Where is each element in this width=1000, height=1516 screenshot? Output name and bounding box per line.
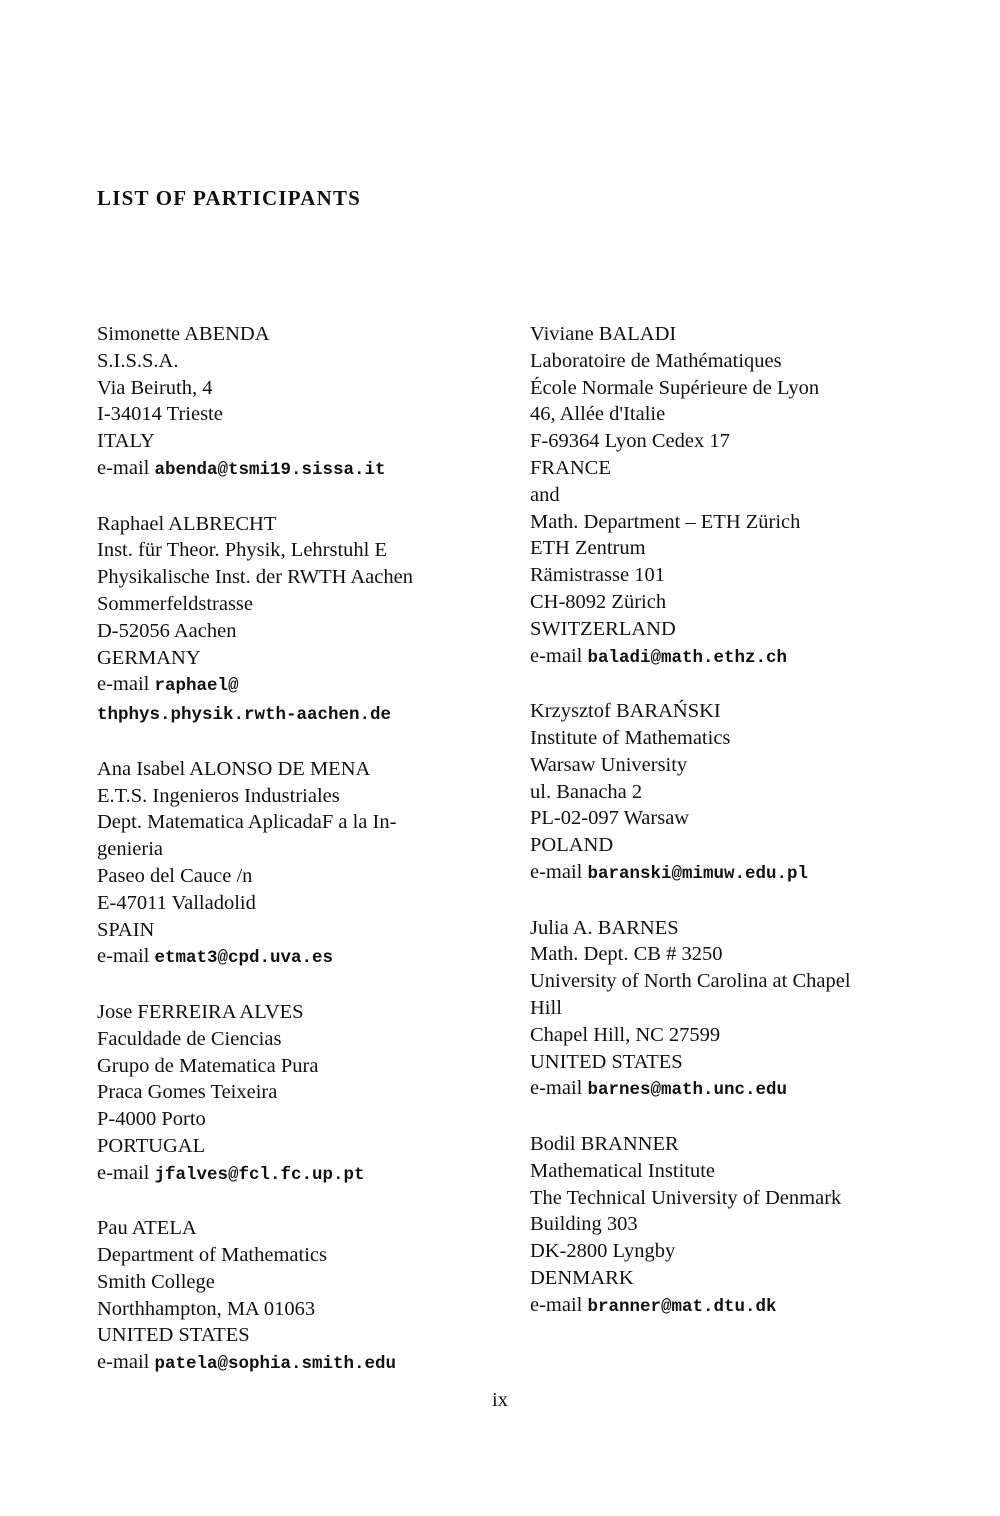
address-line: Sommerfeldstrasse (97, 592, 253, 615)
email-address: patela@sophia.smith.edu (154, 1354, 397, 1375)
address-line: ITALY (97, 430, 155, 453)
address-line: POLAND (530, 834, 614, 857)
participant-entry (530, 1131, 920, 1321)
participant-name: Julia A. BARNES (530, 916, 679, 939)
address-line: Inst. für Theor. Physik, Lehrstuhl E (97, 539, 388, 562)
address-line: genieria (97, 838, 164, 861)
address-line: UNITED STATES (530, 1050, 683, 1073)
email-line (97, 671, 497, 700)
address-line: Institute of Mathematics (530, 726, 731, 749)
email-label: e-mail (97, 1161, 150, 1184)
email-label: e-mail (97, 945, 150, 968)
participant-entry (97, 756, 497, 972)
address-line: Northhampton, MA 01063 (97, 1297, 316, 1320)
address-line: Dept. Matematica AplicadaF a la In- (97, 811, 397, 834)
participant-name: Jose FERREIRA ALVES (97, 1000, 304, 1023)
address-line: DK-2800 Lyngby (530, 1240, 676, 1263)
address-line: and (530, 483, 560, 506)
address-line: Math. Dept. CB # 3250 (530, 943, 723, 966)
address-line: CH-8092 Zürich (530, 590, 667, 613)
email-line (97, 455, 497, 484)
participant-entry (97, 1215, 497, 1378)
address-line: Faculdade de Ciencias (97, 1027, 282, 1050)
email-address: baladi@math.ethz.ch (587, 647, 788, 668)
participant-entry (530, 915, 920, 1105)
email-label: e-mail (530, 860, 583, 883)
email-address: barnes@math.unc.edu (587, 1080, 788, 1101)
address-line: E-47011 Valladolid (97, 891, 256, 914)
email-line (530, 1075, 920, 1104)
participant-name: Raphael ALBRECHT (97, 512, 277, 535)
address-line: E.T.S. Ingenieros Industriales (97, 784, 340, 807)
participant-entry (97, 999, 497, 1189)
address-line: DENMARK (530, 1266, 634, 1289)
address-line: Hill (530, 996, 562, 1019)
address-line: Department of Mathematics (97, 1244, 327, 1267)
address-line: SWITZERLAND (530, 617, 676, 640)
email-line (97, 1349, 497, 1378)
address-line: Mathematical Institute (530, 1159, 716, 1182)
address-line: Warsaw University (530, 753, 688, 776)
address-line: Praca Gomes Teixeira (97, 1081, 278, 1104)
email-label: e-mail (97, 456, 150, 479)
address-line: Paseo del Cauce /n (97, 864, 253, 887)
page-number: ix (492, 1389, 508, 1411)
email-address: abenda@tsmi19.sissa.it (154, 459, 386, 480)
participant-name: Simonette ABENDA (97, 323, 270, 345)
address-line: Laboratoire de Mathématiques (530, 349, 782, 372)
participant-name: Ana Isabel ALONSO DE MENA (97, 757, 371, 780)
participant-entry (97, 321, 497, 484)
email-label: e-mail (97, 1351, 150, 1374)
address-line: PORTUGAL (97, 1134, 206, 1157)
address-line: Smith College (97, 1270, 215, 1293)
email-line (530, 1292, 920, 1321)
email-line (530, 859, 920, 888)
email-line (97, 943, 497, 972)
email-label: e-mail (530, 1077, 583, 1100)
email-label: e-mail (530, 1293, 583, 1316)
address-line: École Normale Supérieure de Lyon (530, 376, 820, 399)
email-line (97, 1160, 497, 1189)
address-line: FRANCE (530, 456, 611, 479)
email-address: etmat3@cpd.uva.es (154, 948, 334, 969)
address-line: Grupo de Matematica Pura (97, 1054, 319, 1077)
address-line: F-69364 Lyon Cedex 17 (530, 430, 730, 453)
address-line: University of North Carolina at Chapel (530, 970, 851, 993)
participant-name: Viviane BALADI (530, 323, 677, 345)
participant-name: Bodil BRANNER (530, 1132, 679, 1155)
address-line: P-4000 Porto (97, 1108, 206, 1131)
address-line: ul. Banacha 2 (530, 780, 643, 803)
address-line: Physikalische Inst. der RWTH Aachen (97, 566, 413, 589)
address-line: 46, Allée d'Italie (530, 403, 666, 426)
page-title: LIST OF PARTICIPANTS (97, 186, 362, 210)
email-label: e-mail (97, 673, 150, 696)
address-line: D-52056 Aachen (97, 619, 237, 642)
email-address: jfalves@fcl.fc.up.pt (154, 1164, 365, 1185)
address-line: I-34014 Trieste (97, 403, 223, 426)
email-label: e-mail (530, 644, 583, 667)
participant-entry (530, 698, 920, 888)
address-line: Building 303 (530, 1213, 638, 1236)
address-line: SPAIN (97, 918, 155, 941)
participant-entry (97, 511, 497, 729)
participants-left-column (97, 321, 497, 1405)
address-line: Math. Department – ETH Zürich (530, 510, 801, 533)
address-line: UNITED STATES (97, 1324, 250, 1347)
participant-name: Krzysztof BARAŃSKI (530, 700, 721, 723)
email-continuation (97, 700, 497, 729)
address-line: Rämistrasse 101 (530, 564, 665, 587)
participant-entry (530, 321, 920, 671)
email-line (530, 643, 920, 672)
address-line: Chapel Hill, NC 27599 (530, 1023, 721, 1046)
address-line: S.I.S.S.A. (97, 349, 179, 372)
participants-right-column (530, 321, 920, 1347)
address-line: ETH Zentrum (530, 537, 646, 560)
address-line: Via Beiruth, 4 (97, 376, 213, 399)
email-address: baranski@mimuw.edu.pl (587, 863, 809, 884)
address-line: GERMANY (97, 646, 201, 669)
email-address: raphael@ (154, 676, 239, 697)
address-line: The Technical University of Denmark (530, 1186, 842, 1209)
email-address: branner@mat.dtu.dk (587, 1296, 777, 1317)
address-line: PL-02-097 Warsaw (530, 807, 690, 830)
email-address-cont: thphys.physik.rwth-aachen.de (97, 705, 392, 726)
participant-name: Pau ATELA (97, 1217, 197, 1240)
